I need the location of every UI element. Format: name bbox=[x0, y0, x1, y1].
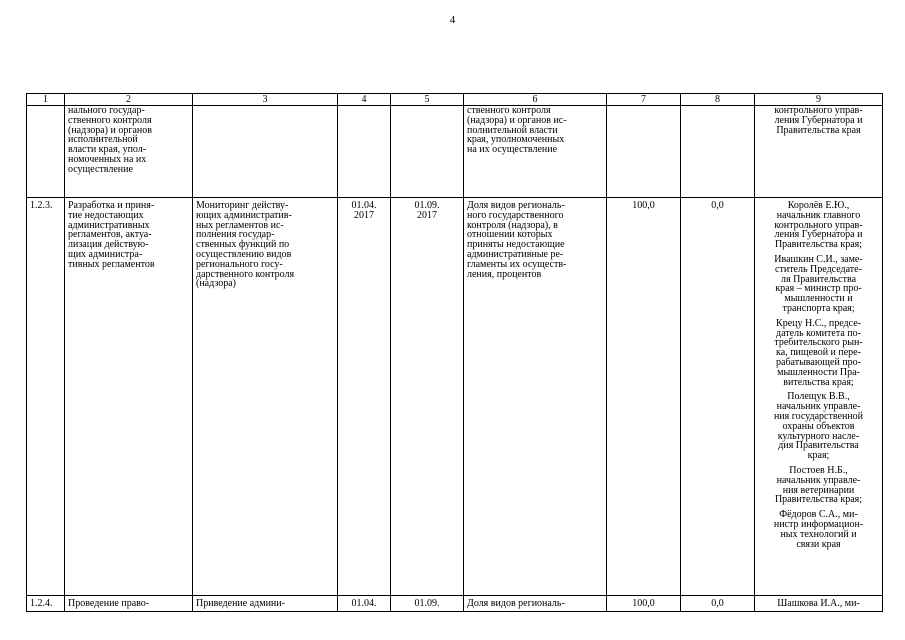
text-line: щих администра- bbox=[68, 248, 143, 260]
text-line: требительского рын- bbox=[774, 337, 863, 349]
text-line: административных bbox=[68, 219, 150, 231]
cell-responsible bbox=[755, 106, 883, 198]
text-line: ления Губернатора и bbox=[774, 229, 863, 241]
cell-num bbox=[27, 106, 65, 198]
text-line: ющих административ- bbox=[196, 209, 292, 221]
table-row-1-2-3 bbox=[27, 198, 883, 596]
responsible-entry bbox=[758, 510, 879, 549]
text-line: мышленности и bbox=[784, 293, 853, 305]
text-line: лизация действую- bbox=[68, 239, 149, 251]
column-number-row bbox=[27, 94, 883, 106]
text-line: регламентов, актуа- bbox=[68, 229, 152, 241]
text-line: края – министр про- bbox=[775, 283, 862, 295]
text-line: тие недостающих bbox=[68, 209, 144, 221]
text-line: рабатывающей про- bbox=[776, 356, 861, 368]
header-cell: 7 bbox=[607, 94, 681, 106]
indicator bbox=[464, 198, 607, 596]
text-line: датель комитета по- bbox=[776, 327, 861, 339]
cell-target bbox=[607, 106, 681, 198]
text-line: культурного насле- bbox=[777, 430, 860, 442]
text-line: дарственного контроля bbox=[196, 268, 295, 280]
text-line: контроля (надзора), в bbox=[467, 219, 558, 231]
header-cell: 6 bbox=[464, 94, 607, 106]
text-line: охраны объектов bbox=[782, 420, 855, 432]
text-line: ления Губернатора и bbox=[774, 114, 863, 126]
plan-table bbox=[26, 93, 883, 612]
text-line: ния ветеринарии bbox=[782, 484, 855, 496]
text-line: отношении которых bbox=[467, 229, 553, 241]
text-line: осуществление bbox=[68, 163, 133, 175]
text-line: Доля видов региональ- bbox=[467, 200, 565, 211]
row-number: 1.2.3. bbox=[27, 198, 65, 596]
text-line: ния государственной bbox=[773, 410, 864, 422]
text-line: нального государ- bbox=[68, 105, 145, 116]
header-cell: 5 bbox=[391, 94, 464, 106]
start-date bbox=[338, 198, 391, 596]
table-row-continuation bbox=[27, 106, 883, 198]
text-line: приняты недостающие bbox=[467, 239, 565, 251]
text-line: мышленности Пра- bbox=[777, 366, 860, 378]
responsible-entry bbox=[758, 255, 879, 314]
cell-base bbox=[681, 106, 755, 198]
base-value: 0,0 bbox=[681, 198, 755, 596]
text-line: ления, процентов bbox=[467, 268, 542, 280]
cell-content bbox=[193, 106, 338, 198]
text-line: (надзора) и органов ис- bbox=[467, 114, 567, 126]
start-date: 01.04. bbox=[338, 596, 391, 612]
text-line: края; bbox=[807, 450, 830, 462]
base-value: 0,0 bbox=[681, 596, 755, 612]
text-line: ля Правительства bbox=[780, 273, 857, 285]
cell-indicator bbox=[464, 106, 607, 198]
event-name: Проведение право- bbox=[65, 596, 193, 612]
responsible-persons bbox=[755, 198, 883, 596]
header-cell: 4 bbox=[338, 94, 391, 106]
text-line: ного государственного bbox=[467, 209, 564, 221]
cell-start bbox=[338, 106, 391, 198]
text-line: ственных функций по bbox=[196, 239, 290, 251]
header-cell: 9 bbox=[755, 94, 883, 106]
responsible-person: Шашкова И.А., ми- bbox=[755, 596, 883, 612]
responsible-entry bbox=[758, 466, 879, 505]
text-line: Крецу Н.С., предсе- bbox=[776, 317, 861, 329]
text-line: контрольного управ- bbox=[774, 219, 863, 231]
text-line: тивных регламентов bbox=[68, 258, 155, 270]
text-line: начальник управле- bbox=[776, 474, 861, 486]
text-line: ственного контроля bbox=[68, 114, 152, 126]
header-cell: 2 bbox=[65, 94, 193, 106]
cell-event bbox=[65, 106, 193, 198]
responsible-entry bbox=[758, 392, 879, 461]
text-line: власти края, упол- bbox=[68, 144, 147, 156]
text-line: 2017 bbox=[417, 209, 437, 221]
text-line: начальник главного bbox=[776, 209, 861, 221]
indicator: Доля видов региональ- bbox=[464, 596, 607, 612]
text-line: (надзора) bbox=[196, 278, 236, 290]
text-line: на их осуществление bbox=[467, 144, 558, 156]
text-line: транспорта края; bbox=[782, 302, 855, 314]
target-value: 100,0 bbox=[607, 198, 681, 596]
text-line: ных регламентов ис- bbox=[196, 219, 284, 231]
text-line: полнения государ- bbox=[196, 229, 275, 241]
text-line: Правительства края; bbox=[774, 239, 863, 251]
text-line: нистр информацион- bbox=[773, 518, 864, 530]
header-cell: 1 bbox=[27, 94, 65, 106]
text-line: регионального госу- bbox=[196, 258, 283, 270]
end-date: 01.09. bbox=[391, 596, 464, 612]
text-line: Мониторинг действу- bbox=[196, 200, 289, 211]
text-line: (надзора) и органов bbox=[68, 124, 152, 136]
text-line: полнительной власти bbox=[467, 124, 558, 136]
text-line: ка, пищевой и пере- bbox=[776, 347, 861, 359]
header-cell: 8 bbox=[681, 94, 755, 106]
text-line: гламенты их осуществ- bbox=[467, 258, 567, 270]
text-line: Королёв Е.Ю., bbox=[787, 200, 850, 211]
text-line: 01.04. bbox=[351, 200, 377, 211]
table-row-1-2-4 bbox=[27, 596, 883, 612]
text-line: ственного контроля bbox=[467, 105, 551, 116]
text-line: связи края bbox=[796, 538, 841, 550]
text-line: края, уполномоченных bbox=[467, 134, 565, 146]
event-name bbox=[65, 198, 193, 596]
text-line: административные ре- bbox=[467, 248, 564, 260]
text-line: Фёдоров С.А., ми- bbox=[779, 509, 858, 521]
responsible-entry bbox=[758, 319, 879, 388]
responsible-entry bbox=[758, 201, 879, 250]
header-cell: 3 bbox=[193, 94, 338, 106]
event-content: Приведение админи- bbox=[193, 596, 338, 612]
end-date bbox=[391, 198, 464, 596]
text-line: ститель Председате- bbox=[775, 263, 862, 275]
text-line: вительства края; bbox=[783, 376, 854, 388]
text-line: Полещук В.В., bbox=[787, 391, 850, 403]
text-line: исполнительной bbox=[68, 134, 138, 146]
text-line: дия Правительства bbox=[778, 440, 859, 452]
target-value: 100,0 bbox=[607, 596, 681, 612]
text-line: Постоев Н.Б., bbox=[789, 464, 848, 476]
text-line: контрольного управ- bbox=[774, 105, 863, 116]
text-line: Разработка и приня- bbox=[68, 200, 155, 211]
event-content bbox=[193, 198, 338, 596]
text-line: начальник управле- bbox=[776, 401, 861, 413]
text-line: номоченных на их bbox=[68, 153, 147, 165]
text-line: Правительства края; bbox=[774, 494, 863, 506]
text-line: Правительства края bbox=[776, 124, 861, 136]
page-number: 4 bbox=[449, 14, 456, 26]
text-line: осуществлению видов bbox=[196, 248, 292, 260]
text-line: 01.09. bbox=[414, 200, 440, 211]
text-line: ных технологий и bbox=[780, 528, 857, 540]
row-number: 1.2.4. bbox=[27, 596, 65, 612]
text-line: Ивашкин С.И., заме- bbox=[774, 253, 863, 265]
text-line: 2017 bbox=[354, 209, 374, 221]
cell-end bbox=[391, 106, 464, 198]
